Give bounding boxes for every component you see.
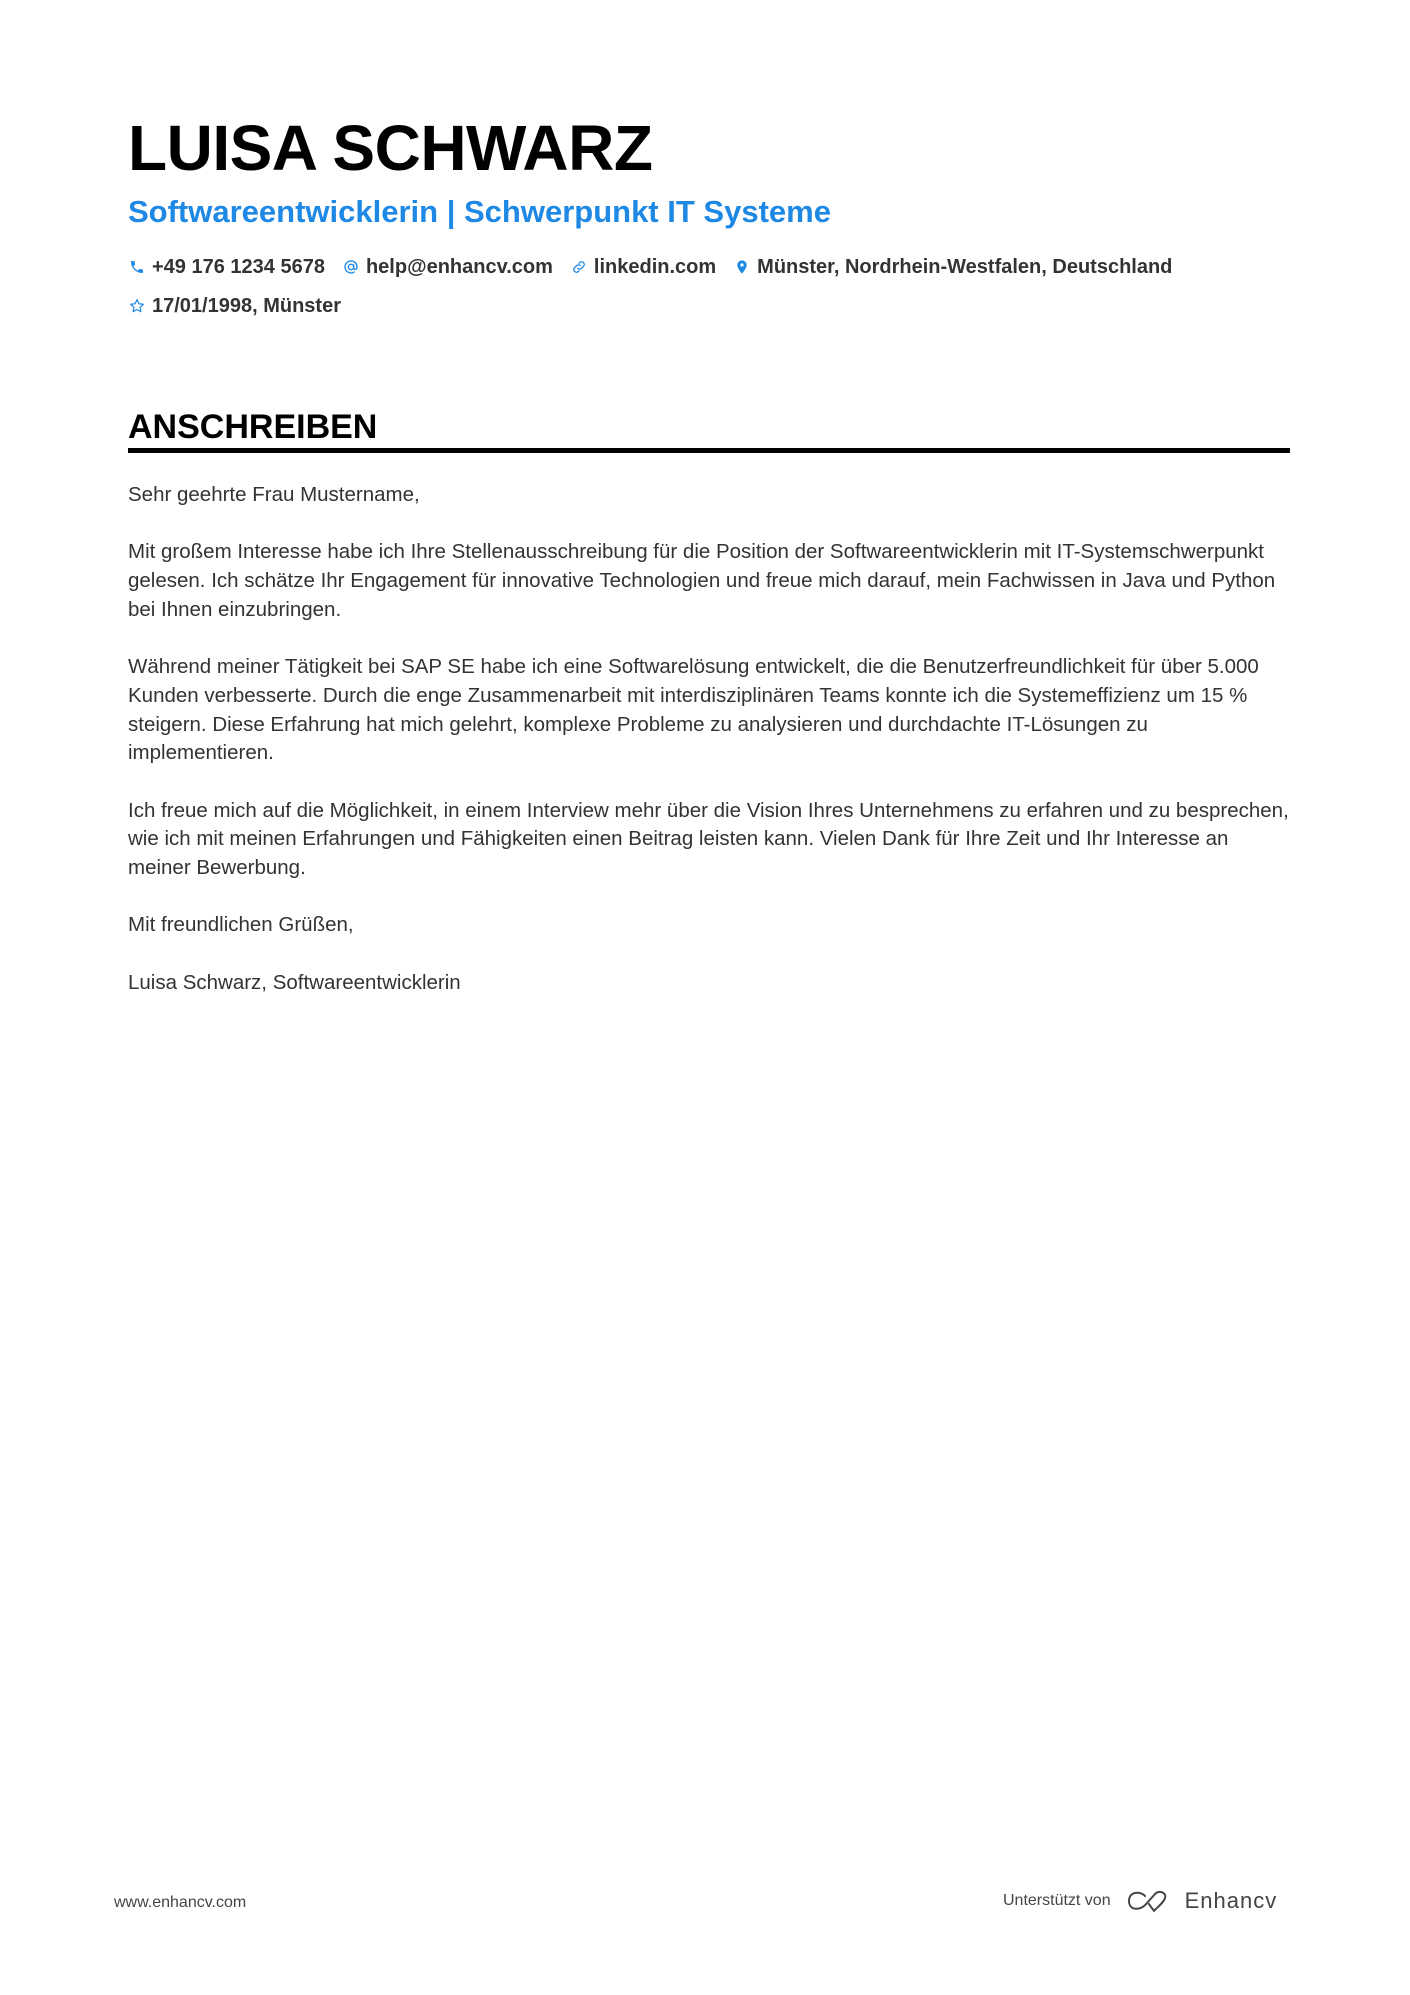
applicant-name: LUISA SCHWARZ — [128, 112, 653, 184]
section-heading: ANSCHREIBEN — [128, 408, 378, 446]
birth-info: 17/01/1998, Münster — [152, 294, 341, 317]
letter-paragraph: Ich freue mich auf die Möglichkeit, in einem Interview mehr über die Vision Ihres Unternehmens zu erfahren und zu besprechen, wie ich mit meinen Erfahrungen und Fähigkeiten einen Beitrag leisten kann. Vielen Dank für Ihre Zeit und Ihr Interesse an meiner Bewerbung. — [128, 798, 1289, 880]
map-pin-icon — [733, 258, 751, 276]
footer-website[interactable]: www.enhancv.com — [114, 1894, 247, 1911]
phone-icon — [128, 258, 146, 276]
contact-location — [733, 256, 1172, 279]
letter-paragraph: Während meiner Tätigkeit bei SAP SE habe ich eine Softwarelösung entwickelt, die die Benutzerfreundlichkeit für über 5.000 Kunden verbesserte. Durch die enge Zusammenarbeit mit interdisziplinären Teams konnte ich die Systemeffizienz um 15 % steigern. Diese Erfahrung hat mich gelehrt, komplexe Probleme zu analysieren und durchdachte IT-Lösungen zu implementieren. — [128, 655, 1259, 765]
link-icon — [570, 258, 588, 276]
letter-paragraph: Mit großem Interesse habe ich Ihre Stellenausschreibung für die Position der Softwareentwicklerin mit IT-Systemschwerpunkt gelesen. Ich schätze Ihr Engagement für innovative Technologien und freue mich darauf, mein Fachwissen in Java und Python bei Ihnen einzubringen. — [128, 540, 1276, 621]
contact-info — [128, 253, 1308, 331]
at-icon — [342, 258, 360, 276]
footer-branding — [1003, 1888, 1277, 1914]
applicant-title: Softwareentwicklerin | Schwerpunkt IT Systeme — [128, 194, 831, 229]
contact-row — [128, 292, 1308, 320]
letter-body — [128, 481, 1293, 1026]
contact-phone — [128, 256, 325, 279]
powered-by-text: Unterstützt von — [1003, 1892, 1111, 1909]
enhancv-logo-icon — [1125, 1888, 1171, 1914]
email-address[interactable]: help@enhancv.com — [365, 255, 553, 278]
letter-signature: Luisa Schwarz, Softwareentwicklerin — [128, 970, 461, 994]
contact-linkedin[interactable] — [570, 256, 716, 279]
section-divider — [128, 448, 1290, 453]
enhancv-brand: Enhancv — [1184, 1888, 1278, 1913]
letter-greeting: Sehr geehrte Frau Mustername, — [128, 483, 420, 506]
location-text: Münster, Nordrhein-Westfalen, Deutschland — [757, 255, 1173, 278]
letter-closing: Mit freundlichen Grüßen, — [128, 913, 354, 937]
contact-row — [128, 253, 1308, 281]
star-icon — [128, 297, 146, 315]
linkedin-link[interactable]: linkedin.com — [593, 255, 717, 278]
phone-number: +49 176 1234 5678 — [152, 255, 325, 278]
contact-birth — [128, 295, 341, 318]
contact-email[interactable] — [342, 256, 553, 279]
